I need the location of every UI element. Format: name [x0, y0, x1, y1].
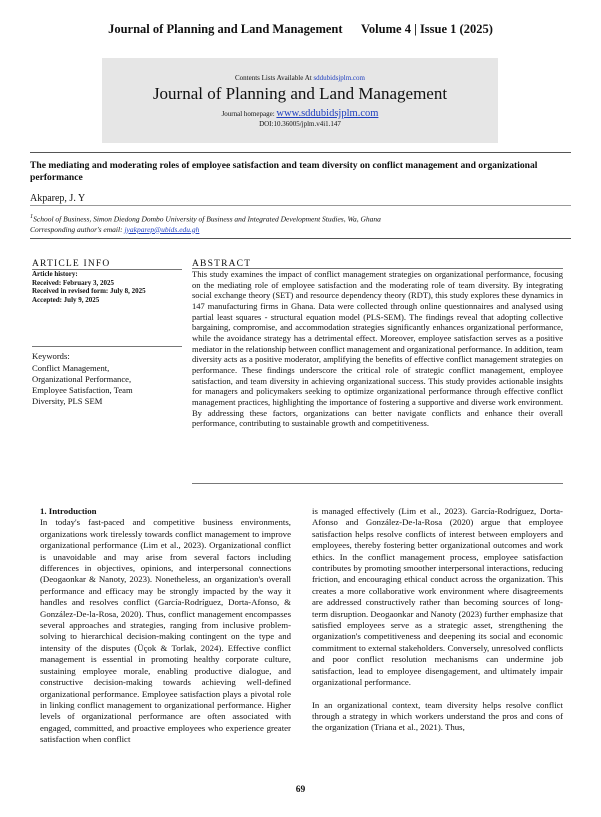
homepage-line	[102, 108, 498, 119]
paragraph: In an organizational context, team diversity helps resolve conflict through a strategy in which workers understand the pros and cons of the organization (Triana et al., 2021). Thus,	[312, 699, 563, 733]
article-info-heading: ARTICLE INFO	[32, 259, 111, 269]
divider	[30, 152, 571, 153]
journal-banner	[102, 58, 498, 143]
divider	[32, 346, 182, 347]
divider	[192, 483, 563, 484]
availability-link[interactable]: sddubidsjplm.com	[313, 74, 365, 82]
revised-date: Received in revised form: July 8, 2025	[32, 287, 146, 296]
paragraph: is managed effectively (Lim et al., 2023). García-Rodríguez, Dorta-Afonso and González-De-la-Rosa (2020) argue that employee satisfaction helps resolve conflicts of interest between employers and employees, thereby fostering better organizational outcomes and work ethics. In the conflict management process, employee satisfaction contributes by promoting smoother interpersonal interactions, reducing friction, and encouraging ethical conduct across the organization. This creates a more collaborative work environment where disagreements are addressed constructively rather than becoming sources of long-term disruption. Deogaonkar and Nanoty (2023) further emphasize that satisfied employees serve as a strategic asset, strengthening the organization's competitiveness and deepening its social and economic commitment to external stakeholders. Conversely, unresolved conflicts and poor conflict resolution mechanisms can undermine job satisfaction, lead to employee disengagement, and ultimately impair organizational performance.	[312, 506, 563, 688]
divider	[30, 205, 571, 206]
keywords-label: Keywords:	[32, 351, 70, 361]
corresponding-email[interactable]: jyakparep@ubids.edu.gh	[124, 224, 200, 234]
abstract-text: This study examines the impact of conflict management strategies on organizational performance, focusing on the mediating role of employee satisfaction and the moderating role of team diversity. By integrating social exchange theory (SET) and resource dependency theory (RDT), this study explores these dynamics in 147 manufacturing firms in Ghana. Data were collected through online questionnaires and analysed using partial least squares - structural equation model (PLS-SEM). The findings reveal that adopting collective bargaining, compromise, and accommodation strategies significantly enhances organizational performance, while the avoidance strategy has a detrimental effect. Moreover, employee satisfaction serves as a positive mediator in the relationship between conflict management and organizational performance. In addition, team diversity acts as a positive moderator, amplifying the benefits of effective conflict management strategies on performance. These findings underscore the critical role of strategic conflict management, employee satisfaction, and team diversity in achieving organizational success. This study provides actionable insights for managers and policymakers seeking to optimize organizational performance through effective conflict management practices, highlighting the importance of fostering a supportive and diverse work environment. By addressing these factors, organizations can better navigate conflicts and enhance their overall performance, contributing to sustainable growth and competitiveness.	[192, 269, 563, 429]
journal-name: Journal of Planning and Land Management	[152, 84, 448, 103]
author: Akparep, J. Y	[30, 193, 86, 204]
page-number: 69	[295, 785, 306, 795]
paragraph: In today's fast-paced and competitive business environments, organizations work tirelessly towards conflict management to improve organizational performance (Lim et al., 2023). Organizational conflict is unavoidable and may arise from several factors including differences in objectives, opinions, and interpersonal connections (Deogaonkar & Nanoty, 2023). Nonetheless, an organization's overall performance and efficacy may be strongly impacted by the way it handles and resolves conflict (García-Rodríguez, Dorta-Afonso, & González-De-la-Rosa, 2020). Thus, conflict management encompasses several approaches and strategies, ranging from inclusive problem-solving to hierarchical decision-making contingent on the type and intensity of the disputes (Üçok & Torlak, 2024). Effective conflict management is essential in promoting healthy corporate culture, sustaining employee morale, enabling productive dialogue, and constructive decision-making towards achieving well-defined organizational performance. Employee satisfaction plays a pivotal role in linking conflict management to organizational performance. Higher levels of organizational performance are often associated with engaged, committed, and proactive employees who experience greater satisfaction when conflict	[40, 517, 291, 745]
corresponding-prefix: Corresponding author's email:	[30, 224, 125, 234]
availability-prefix: Contents Lists Available At	[235, 74, 314, 82]
history-label: Article history:	[32, 270, 78, 278]
doi: DOI:10.36005/jplm.v4i1.147	[259, 120, 341, 128]
body-right-column	[312, 506, 563, 734]
affiliation-marker: 1	[30, 213, 34, 220]
section-heading: 1. Introduction	[40, 506, 97, 516]
accepted-date: Accepted: July 9, 2025	[32, 296, 100, 305]
divider	[30, 238, 571, 239]
running-header: Journal of Planning and Land Management Volume 4 | Issue 1 (2025)	[108, 22, 493, 36]
received-date: Received: February 3, 2025	[32, 278, 115, 287]
homepage-link[interactable]: www.sddubidsjplm.com	[276, 108, 379, 119]
availability-line	[102, 74, 498, 82]
keywords: Conflict Management, Organizational Performance, Employee Satisfaction, Team Diversity, PLS SEM	[32, 363, 133, 406]
article-history	[32, 270, 146, 305]
body-left-column	[40, 506, 291, 746]
homepage-prefix: Journal homepage:	[221, 110, 277, 118]
abstract-heading: ABSTRACT	[192, 259, 252, 269]
affiliation-block	[30, 212, 571, 235]
article-title: The mediating and moderating roles of employee satisfaction and team diversity on conflict management and organizational performance	[30, 160, 538, 183]
affiliation: School of Business, Simon Diedong Dombo University of Business and Integrated Development Studies, Wa, Ghana	[33, 214, 381, 224]
